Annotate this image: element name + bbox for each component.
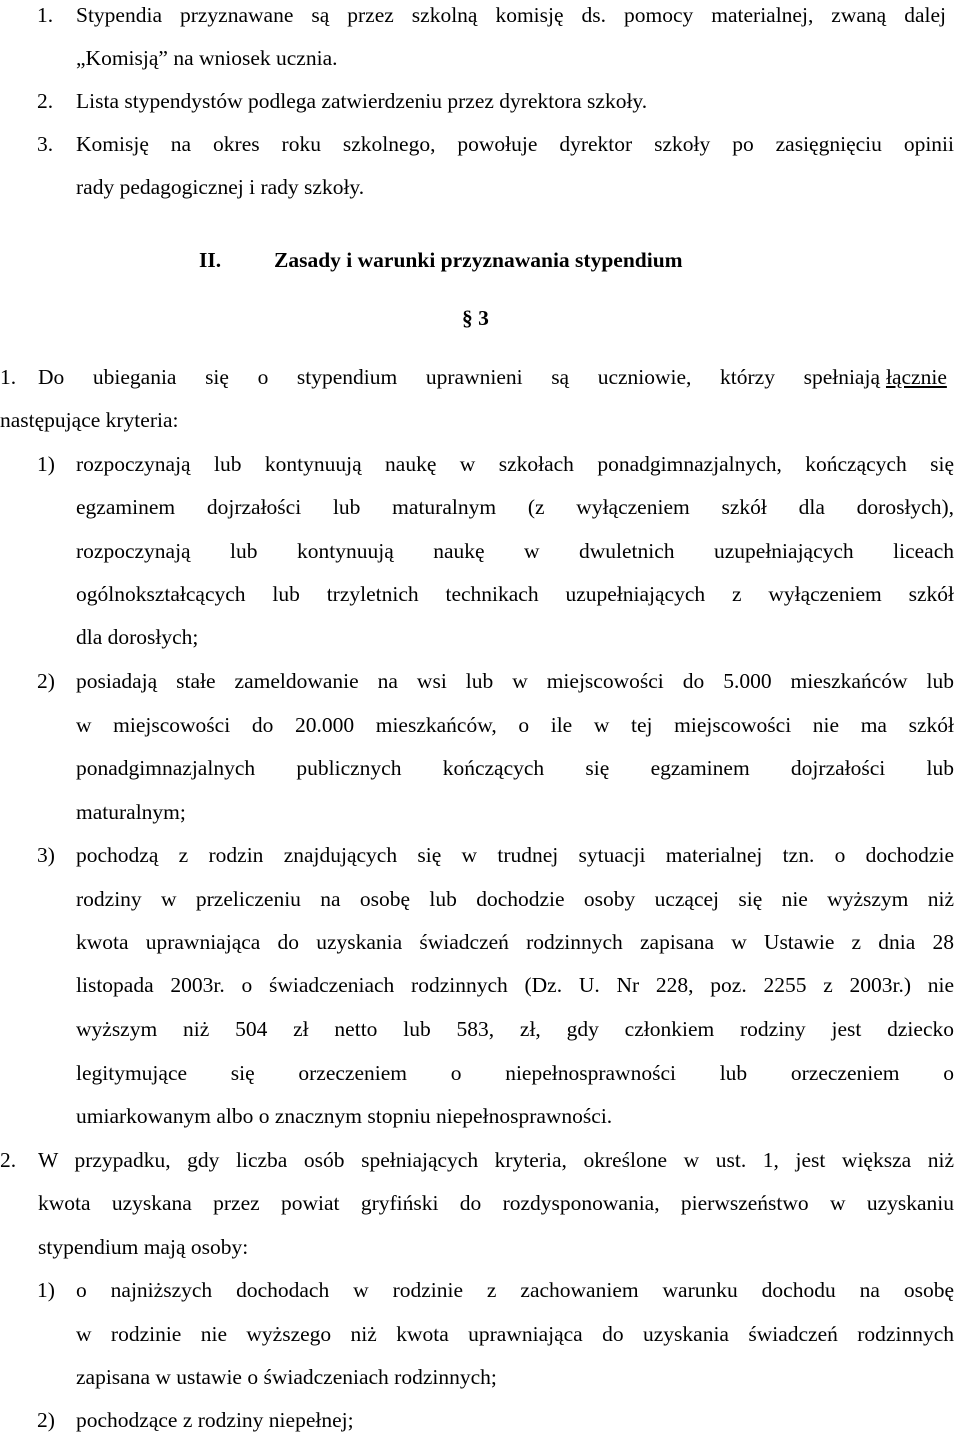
list-number: 3) bbox=[37, 843, 55, 867]
list-number: 2) bbox=[37, 1408, 55, 1432]
list-number: 2. bbox=[37, 89, 54, 113]
text-line: Lista stypendystów podlega zatwierdzeniu przez dyrektora szkoły. bbox=[76, 89, 648, 113]
text-line: listopada 2003r. o świadczeniach rodzinnych (Dz. U. Nr 228, poz. 2255 z 2003r.) nie bbox=[76, 973, 954, 997]
text-line: następujące kryteria: bbox=[0, 408, 179, 432]
text-line: ponadgimnazjalnych publicznych kończących się egzaminem dojrzałości lub bbox=[76, 756, 954, 780]
text-line: o najniższych dochodach w rodzinie z zachowaniem warunku dochodu na osobę bbox=[76, 1278, 954, 1302]
text-line: posiadają stałe zameldowanie na wsi lub w miejscowości do 5.000 mieszkańców lub bbox=[76, 669, 954, 693]
underlined-word: łącznie bbox=[886, 365, 947, 389]
text-line: pochodzące z rodziny niepełnej; bbox=[76, 1408, 354, 1432]
list-number: 2) bbox=[37, 669, 55, 693]
text-line: rozpoczynają lub kontynuują naukę w dwuletnich uzupełniających liceach bbox=[76, 539, 954, 563]
text-line: kwota uzyskana przez powiat gryfiński do rozdysponowania, pierwszeństwo w uzyskaniu bbox=[38, 1191, 954, 1215]
list-number: 2. bbox=[0, 1148, 17, 1172]
text-line: wyższym niż 504 zł netto lub 583, zł, gdy członkiem rodziny jest dziecko bbox=[76, 1017, 954, 1041]
text-line: w miejscowości do 20.000 mieszkańców, o ile w tej miejscowości nie ma szkół bbox=[76, 713, 954, 737]
text-line: Stypendia przyznawane są przez szkolną komisję ds. pomocy materialnej, zwaną dalej bbox=[76, 3, 946, 27]
text-line: egzaminem dojrzałości lub maturalnym (z wyłączeniem szkół dla dorosłych), bbox=[76, 495, 954, 519]
section-number: II. bbox=[199, 248, 222, 272]
text-line: umiarkowanym albo o znacznym stopniu niepełnosprawności. bbox=[76, 1104, 613, 1128]
text-line: rodziny w przeliczeniu na osobę lub dochodzie osoby uczącej się nie wyższym niż bbox=[76, 887, 954, 911]
text-line: Komisję na okres roku szkolnego, powołuje dyrektor szkoły po zasięgnięciu opinii bbox=[76, 132, 954, 156]
text-line: w rodzinie nie wyższego niż kwota uprawniająca do uzyskania świadczeń rodzinnych bbox=[76, 1322, 954, 1346]
list-number: 1. bbox=[37, 3, 54, 27]
list-number: 1) bbox=[37, 452, 55, 476]
text-line: ogólnokształcących lub trzyletnich technikach uzupełniających z wyłączeniem szkół bbox=[76, 582, 954, 606]
text-line: Do ubiegania się o stypendium uprawnieni są uczniowie, którzy spełniają bbox=[38, 365, 880, 389]
text-line: dla dorosłych; bbox=[76, 625, 199, 649]
text-line: rady pedagogicznej i rady szkoły. bbox=[76, 175, 365, 199]
text-line: zapisana w ustawie o świadczeniach rodzinnych; bbox=[76, 1365, 497, 1389]
paragraph-sign: § 3 bbox=[462, 306, 489, 330]
list-number: 3. bbox=[37, 132, 54, 156]
text-line: kwota uprawniająca do uzyskania świadczeń rodzinnych zapisana w Ustawie z dnia 28 bbox=[76, 930, 954, 954]
section-title: Zasady i warunki przyznawania stypendium bbox=[274, 248, 683, 272]
list-number: 1. bbox=[0, 365, 17, 389]
text-line: W przypadku, gdy liczba osób spełniających kryteria, określone w ust. 1, jest większa niż bbox=[38, 1148, 954, 1172]
text-line: legitymujące się orzeczeniem o niepełnosprawności lub orzeczeniem o bbox=[76, 1061, 954, 1085]
text-line: rozpoczynają lub kontynuują naukę w szkołach ponadgimnazjalnych, kończących się bbox=[76, 452, 954, 476]
text-line: stypendium mają osoby: bbox=[38, 1235, 249, 1259]
text-line: maturalnym; bbox=[76, 800, 186, 824]
list-number: 1) bbox=[37, 1278, 55, 1302]
text-line: „Komisją” na wniosek ucznia. bbox=[76, 46, 338, 70]
text-line: pochodzą z rodzin znajdujących się w trudnej sytuacji materialnej tzn. o dochodzie bbox=[76, 843, 954, 867]
